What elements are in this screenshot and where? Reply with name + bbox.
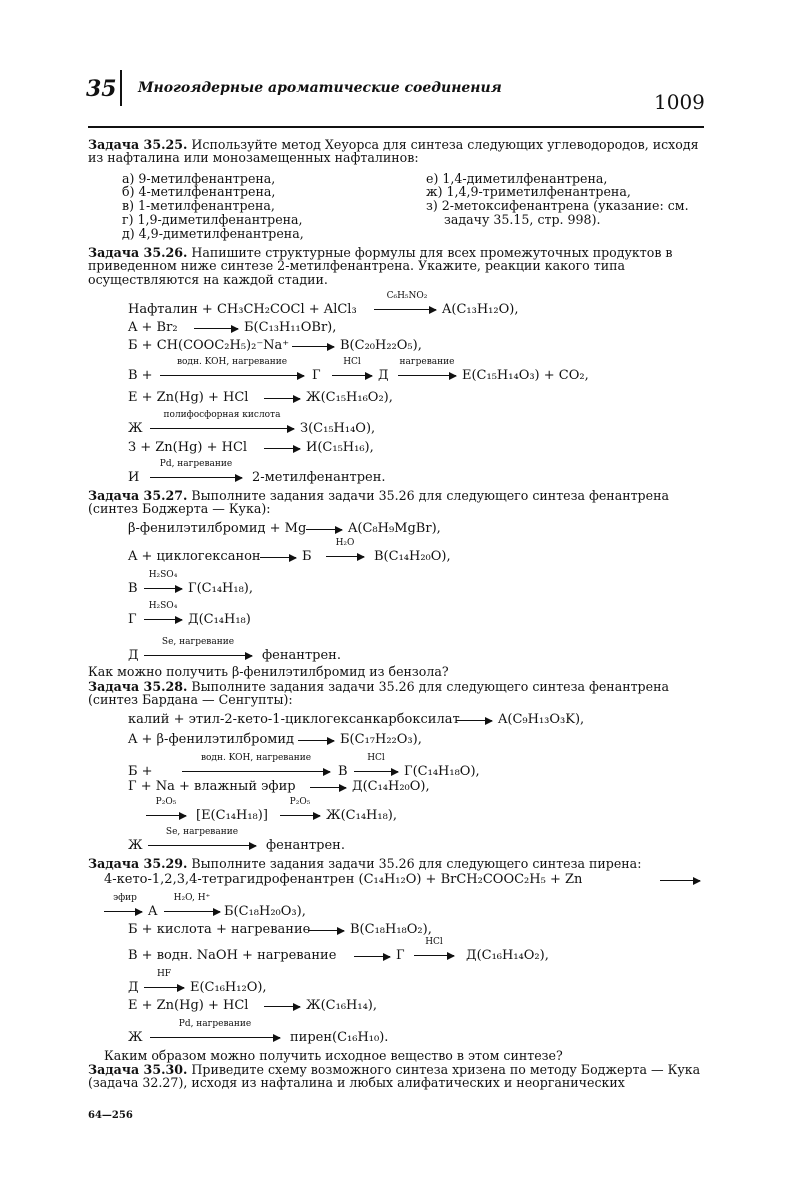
reaction-arrow: [264, 1006, 300, 1007]
equation-lhs: Ж: [128, 421, 143, 436]
arrow-label: H₂O: [335, 538, 355, 548]
equation-lhs: B: [128, 581, 138, 596]
equation-lhs: B +: [128, 368, 153, 383]
reaction-arrow: [414, 955, 454, 956]
equation-lhs: З + Zn(Hg) + HCl: [128, 440, 248, 455]
task-label: Задача 35.29.: [88, 856, 188, 871]
header-rule: [88, 126, 704, 128]
reaction-arrow: [264, 448, 300, 449]
reaction-arrow: [148, 845, 256, 846]
arrow-label: водн. KOH, нагревание: [200, 753, 312, 763]
equation-rhs: З(C₁₅H₁₄O),: [300, 421, 376, 436]
equation-lhs: Ж: [128, 838, 143, 853]
task-text: Приведите схему возможного синтеза хризена по методу Боджерта — Кука (задача 32.27), исходя из нафталина и любых алифатических и неорганических: [88, 1062, 701, 1091]
arrow-label: HCl: [367, 753, 385, 763]
reaction-arrow: [144, 588, 182, 589]
arrow-label: нагревание: [399, 357, 455, 367]
option: б) 4-метилфенантрена,: [122, 184, 276, 199]
arrow-label: Pd, нагревание: [159, 459, 233, 469]
printer-signature: 64—256: [88, 1110, 133, 1121]
arrow-label: водн. KOH, нагревание: [176, 357, 288, 367]
reaction-arrow: [146, 815, 186, 816]
task-label: Задача 35.27.: [88, 488, 188, 503]
arrow-label: P₂O₅: [155, 797, 177, 807]
task-label: Задача 35.26.: [88, 245, 188, 260]
equation-lhs: Нафталин + CH₃CH₂COCl + AlCl₃: [128, 302, 357, 317]
equation-rhs: B(C₁₄H₂₀O),: [374, 549, 451, 564]
reaction-arrow: [354, 956, 390, 957]
reaction-arrow: [332, 375, 372, 376]
task-text: Выполните задания задачи 35.26 для следующего синтеза фенантрена (синтез Боджерта — Кука):: [88, 488, 669, 517]
equation-lhs: Г: [128, 612, 137, 627]
task-35-25: [88, 138, 706, 165]
reaction-arrow: [182, 771, 330, 772]
chapter-title: Многоядерные ароматические соединения: [138, 80, 502, 96]
equation-mid: [E(C₁₄H₁₈)]: [196, 808, 268, 823]
arrow-label: Pd, нагревание: [178, 1019, 252, 1029]
reaction-arrow: [398, 375, 456, 376]
reaction-arrow: [164, 911, 220, 912]
equation-lhs: A + β-фенилэтилбромид: [128, 732, 295, 747]
arrow-label: Se, нагревание: [161, 637, 235, 647]
equation-mid: Д: [378, 368, 389, 383]
arrow-label: P₂O₅: [289, 797, 311, 807]
header-divider: [120, 70, 122, 106]
option: задачу 35.15, стр. 998).: [444, 212, 601, 227]
reaction-arrow: [150, 428, 294, 429]
page-number: 1009: [654, 90, 705, 114]
arrow-label: H₂SO₄: [148, 570, 178, 580]
task-text: Выполните задания задачи 35.26 для следующего синтеза фенантрена (синтез Бардана — Сенгупты):: [88, 679, 669, 708]
equation-lhs: E + Zn(Hg) + HCl: [128, 998, 249, 1013]
equation-rhs: Д(C₁₄H₁₈): [188, 612, 251, 627]
reaction-arrow: [194, 328, 238, 329]
reaction-arrow: [144, 987, 184, 988]
task-label: Задача 35.28.: [88, 679, 188, 694]
question: Как можно получить β-фенилэтилбромид из бензола?: [88, 664, 449, 679]
equation-rhs: B(C₁₈H₁₈O₂),: [350, 922, 432, 937]
equation-lhs: Г + Na + влажный эфир: [128, 779, 296, 794]
equation-rhs: Б(C₁₈H₂₀O₃),: [224, 904, 306, 919]
task-35-26: [88, 246, 706, 286]
reaction-arrow: [104, 911, 142, 912]
equation-lhs: Б +: [128, 764, 153, 779]
option: в) 1-метилфенантрена,: [122, 198, 275, 213]
reaction-arrow: [306, 529, 342, 530]
equation-mid: Г: [396, 948, 405, 963]
reaction-arrow: [144, 655, 252, 656]
arrow-label: C₆H₅NO₂: [386, 291, 428, 301]
arrow-label: H₂SO₄: [148, 601, 178, 611]
equation-lhs: Б + CH(COOC₂H₅)₂⁻Na⁺: [128, 338, 290, 353]
reaction-arrow: [354, 771, 398, 772]
equation-rhs: фенантрен.: [262, 648, 341, 663]
arrow-label: Se, нагревание: [165, 827, 239, 837]
equation-lhs: B + водн. NaOH + нагревание: [128, 948, 337, 963]
equation-lhs: Д: [128, 648, 139, 663]
arrow-label: полифосфорная кислота: [163, 410, 281, 420]
equation-rhs: B(C₂₀H₂₂O₅),: [340, 338, 422, 353]
arrow-label: эфир: [113, 893, 137, 903]
equation-rhs: И(C₁₅H₁₆),: [306, 440, 374, 455]
equation-mid: Г: [312, 368, 321, 383]
equation-rhs: Б(C₁₃H₁₁OBr),: [244, 320, 337, 335]
equation-rhs: E(C₁₆H₁₂O),: [190, 980, 267, 995]
equation-mid: Б: [302, 549, 312, 564]
equation-rhs: Ж(C₁₅H₁₆O₂),: [306, 390, 393, 405]
option: е) 1,4-диметилфенантрена,: [426, 171, 608, 186]
equation-lhs: Ж: [128, 1030, 143, 1045]
equation-rhs: A(C₈H₉MgBr),: [348, 521, 441, 536]
equation-lhs: Д: [128, 980, 139, 995]
equation-mid: B: [338, 764, 348, 779]
option: з) 2-метоксифенантрена (указание: см.: [426, 198, 689, 213]
task-label: Задача 35.30.: [88, 1062, 188, 1077]
task-text: Напишите структурные формулы для всех промежуточных продуктов в приведенном ниже синтезе 2-метилфенантрена. Укажите, реакции какого типа осуществляются на каждой стадии.: [88, 245, 673, 287]
reaction-arrow: [150, 1037, 280, 1038]
arrow-label: HCl: [425, 937, 443, 947]
equation-lhs: калий + этил-2-кето-1-циклогексанкарбоксилат: [128, 712, 460, 727]
equation-lhs: 4-кето-1,2,3,4-тетрагидрофенантрен (C₁₄H₁₂O) + BrCH₂COOC₂H₅ + Zn: [104, 872, 583, 887]
option: г) 1,9-диметилфенантрена,: [122, 212, 303, 227]
equation-rhs: Ж(C₁₆H₁₄),: [306, 998, 378, 1013]
reaction-arrow: [150, 477, 242, 478]
reaction-arrow: [292, 346, 334, 347]
equation-rhs: Д(C₁₆H₁₄O₂),: [466, 948, 549, 963]
reaction-arrow: [310, 787, 346, 788]
reaction-arrow: [264, 398, 300, 399]
chapter-number: 35: [86, 76, 117, 102]
option: а) 9-метилфенантрена,: [122, 171, 276, 186]
reaction-arrow: [326, 556, 364, 557]
equation-rhs: 2-метилфенантрен.: [252, 470, 386, 485]
task-text: Используйте метод Хеуорса для синтеза следующих углеводородов, исходя из нафталина или монозамещенных нафталинов:: [88, 137, 699, 166]
reaction-arrow: [160, 375, 304, 376]
equation-rhs: фенантрен.: [266, 838, 345, 853]
arrow-label: HCl: [343, 357, 361, 367]
task-35-30: [88, 1063, 706, 1090]
equation-lhs: E + Zn(Hg) + HCl: [128, 390, 249, 405]
arrow-label: HF: [156, 969, 172, 979]
equation-lhs: И: [128, 470, 140, 485]
equation-mid: A: [148, 904, 158, 919]
task-35-29: [88, 857, 706, 870]
equation-rhs: E(C₁₅H₁₄O₃) + CO₂,: [462, 368, 589, 383]
equation-lhs: β-фенилэтилбромид + Mg: [128, 521, 307, 536]
task-35-28: [88, 680, 706, 707]
option: ж) 1,4,9-триметилфенантрена,: [426, 184, 631, 199]
reaction-arrow: [298, 740, 334, 741]
equation-lhs: A + циклогексанон: [128, 549, 261, 564]
reaction-arrow: [660, 880, 700, 881]
equation-lhs: A + Br₂: [128, 320, 178, 335]
reaction-arrow: [374, 309, 436, 310]
equation-rhs: пирен(C₁₆H₁₀).: [290, 1030, 389, 1045]
reaction-arrow: [308, 930, 344, 931]
reaction-arrow: [260, 557, 296, 558]
reaction-arrow: [280, 815, 320, 816]
reaction-arrow: [456, 720, 492, 721]
task-text: Выполните задания задачи 35.26 для следующего синтеза пирена:: [191, 856, 642, 871]
equation-rhs: Ж(C₁₄H₁₈),: [326, 808, 398, 823]
equation-rhs: Д(C₁₄H₂₀O),: [352, 779, 430, 794]
reaction-arrow: [144, 619, 182, 620]
question: Каким образом можно получить исходное вещество в этом синтезе?: [104, 1048, 563, 1063]
equation-rhs: Б(C₁₇H₂₂O₃),: [340, 732, 422, 747]
task-label: Задача 35.25.: [88, 137, 188, 152]
equation-rhs: A(C₁₃H₁₂O),: [442, 302, 519, 317]
equation-rhs: Г(C₁₄H₁₈O),: [404, 764, 480, 779]
equation-rhs: Г(C₁₄H₁₈),: [188, 581, 254, 596]
task-35-27: [88, 489, 706, 516]
equation-lhs: Б + кислота + нагревание: [128, 922, 311, 937]
arrow-label: H₂O, H⁺: [173, 893, 211, 903]
option: д) 4,9-диметилфенантрена,: [122, 226, 304, 241]
equation-rhs: A(C₉H₁₃O₃K),: [498, 712, 585, 727]
